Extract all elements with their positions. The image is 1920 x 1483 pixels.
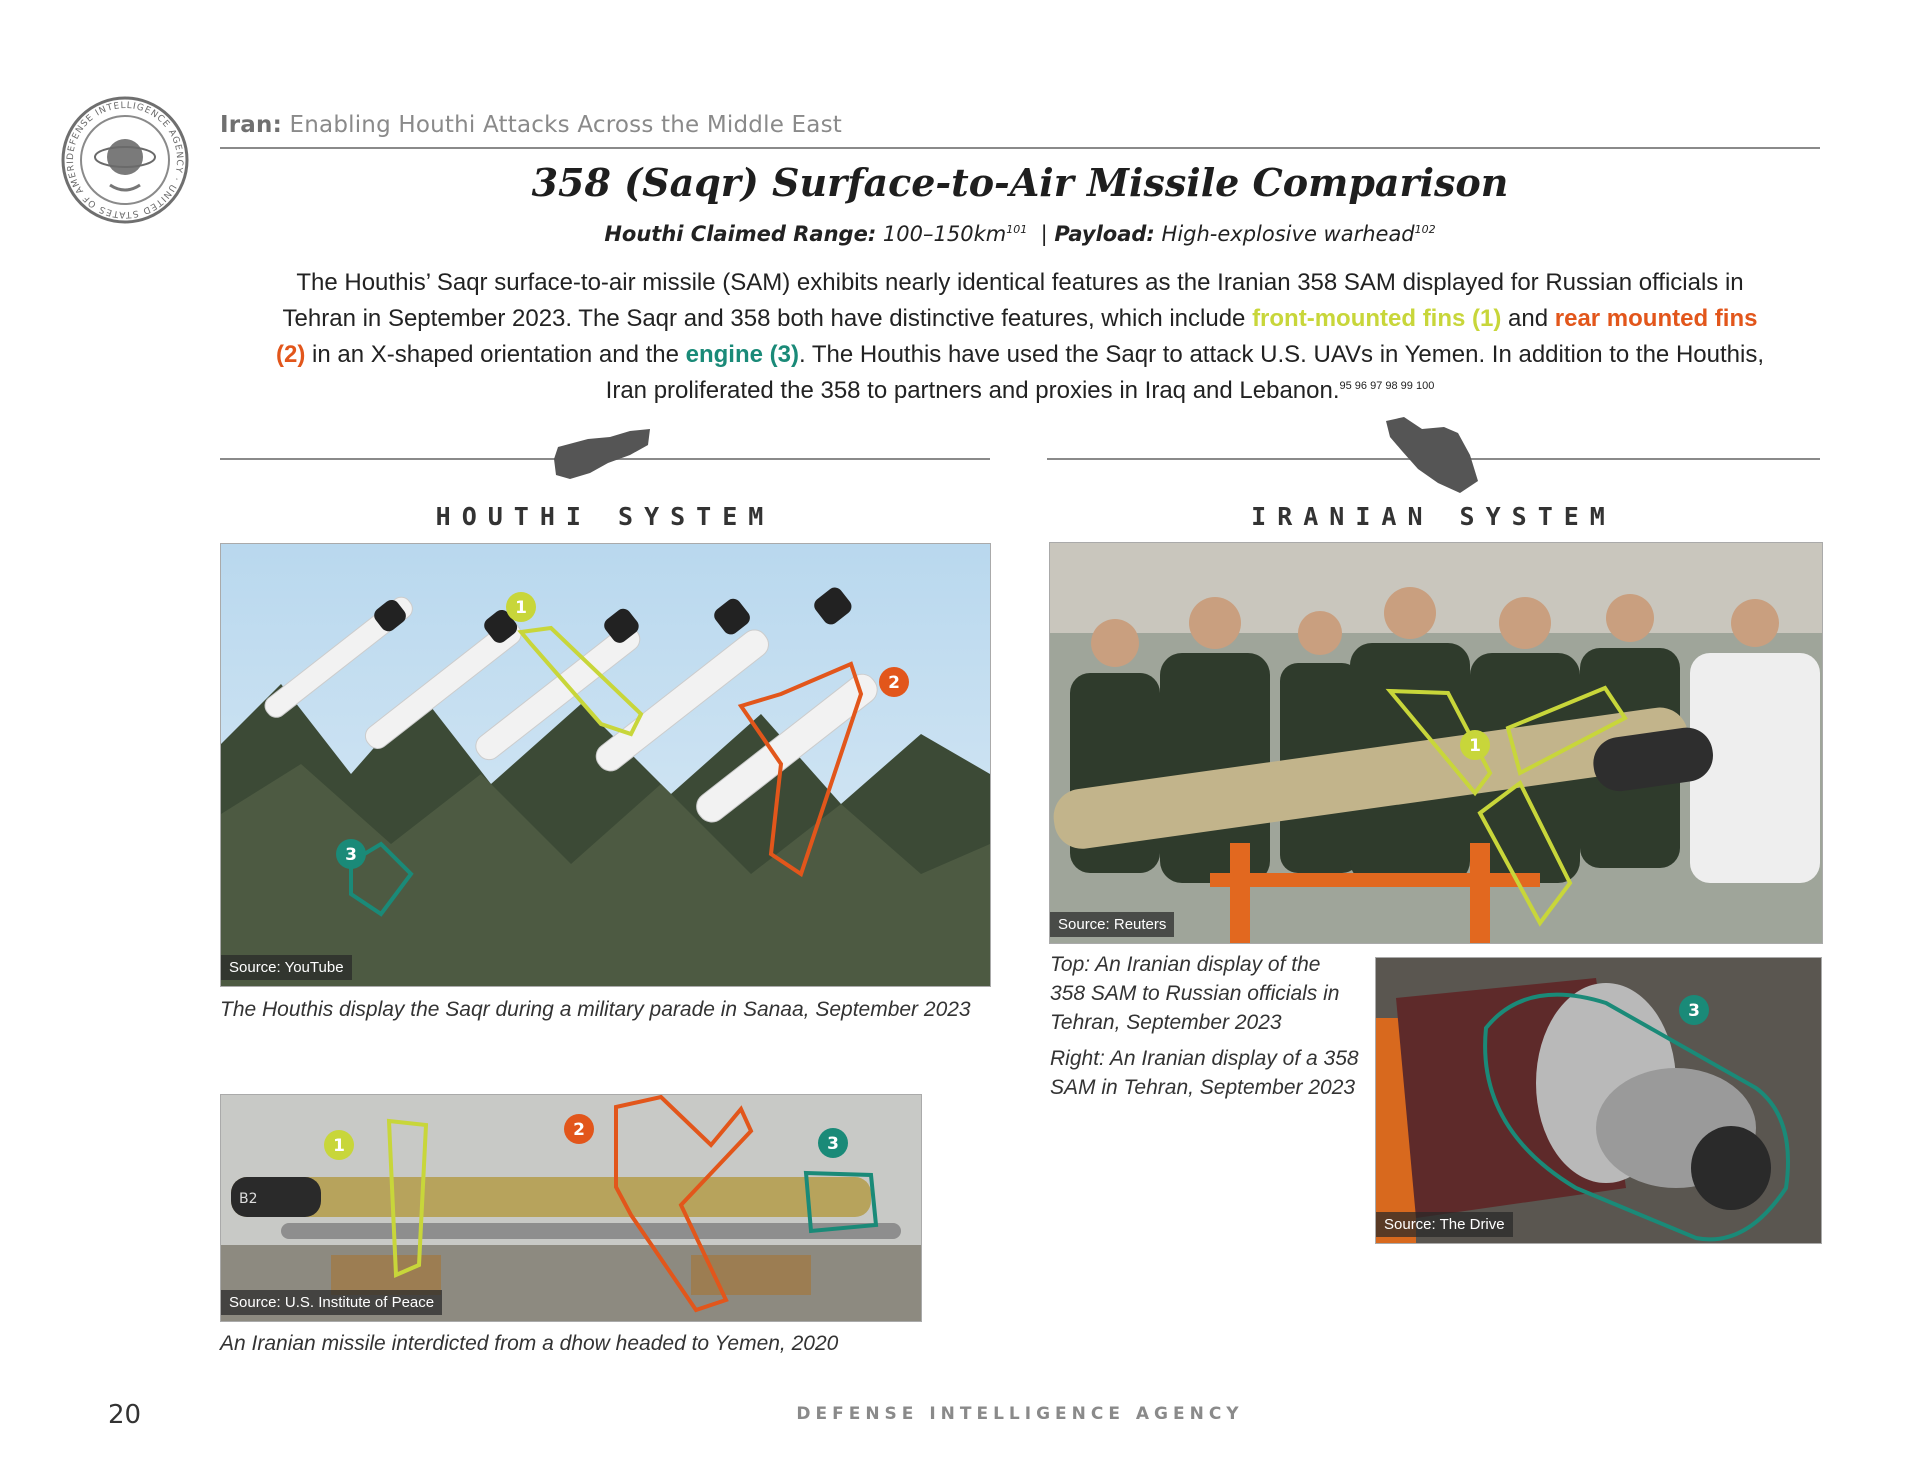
page-number: 20 bbox=[108, 1400, 142, 1430]
running-head bbox=[220, 112, 842, 138]
marker-1: 1 bbox=[515, 598, 527, 618]
marker-1: 1 bbox=[333, 1136, 345, 1156]
marker-1: 1 bbox=[1469, 736, 1481, 756]
seal-text: DEFENSE INTELLIGENCE AGENCY · UNITED STATES OF AMERI bbox=[65, 100, 185, 220]
missile-marking: B2 bbox=[239, 1191, 258, 1207]
marker-2: 2 bbox=[573, 1120, 585, 1140]
engine-highlight: engine (3) bbox=[685, 341, 799, 368]
range-footnote: 101 bbox=[1006, 223, 1028, 236]
houthi-parade-photo bbox=[220, 543, 991, 987]
iranian-engine-photo bbox=[1375, 957, 1822, 1244]
intro-footnotes: 95 96 97 98 99 100 bbox=[1339, 380, 1435, 392]
intro-text-1: The Houthis’ Saqr surface-to-air missile (SAM) exhibits nearly identical features as the Iranian 358 SAM displayed for Russian officials in Tehran in September 2023. The Saqr and 358 both have distinctive features, which include bbox=[282, 269, 1744, 332]
intro-text-2: and bbox=[1501, 305, 1555, 332]
intro-text-3: in an X-shaped orientation and the bbox=[305, 341, 686, 368]
page-title: 358 (Saqr) Surface-to-Air Missile Comparison bbox=[531, 160, 1509, 205]
houthi-system-heading: HOUTHI SYSTEM bbox=[435, 502, 775, 531]
front-fins-highlight: front-mounted fins (1) bbox=[1252, 305, 1502, 332]
rear-fins-highlight: rear mounted fins (2) bbox=[276, 305, 1758, 368]
running-head-country: Iran: bbox=[220, 112, 282, 138]
photo-source-tag: Source: The Drive bbox=[1376, 1212, 1513, 1237]
iranian-system-heading: IRANIAN SYSTEM bbox=[1251, 502, 1616, 531]
range-label: Houthi Claimed Range: bbox=[604, 222, 877, 246]
marker-3: 3 bbox=[345, 845, 357, 865]
running-head-topic: Enabling Houthi Attacks Across the Middle East bbox=[289, 112, 842, 138]
payload-label: Payload: bbox=[1054, 222, 1155, 246]
range-value: 100–150km bbox=[882, 222, 1007, 246]
payload-value: High-explosive warhead bbox=[1161, 222, 1415, 246]
spec-separator: | bbox=[1040, 222, 1048, 246]
yemen-map-icon bbox=[550, 425, 655, 499]
marker-3: 3 bbox=[827, 1134, 839, 1154]
intro-paragraph bbox=[270, 265, 1770, 409]
marker-3: 3 bbox=[1688, 1001, 1700, 1021]
iranian-engine-caption: Right: An Iranian display of a 358 SAM in Tehran, September 2023 bbox=[1050, 1047, 1359, 1099]
marker-2: 2 bbox=[888, 673, 900, 693]
iranian-display-caption: Top: An Iranian display of the 358 SAM to Russian officials in Tehran, September 2023 bbox=[1050, 953, 1340, 1034]
payload-footnote: 102 bbox=[1414, 223, 1436, 236]
houthi-parade-caption: The Houthis display the Saqr during a military parade in Sanaa, September 2023 bbox=[220, 998, 971, 1021]
footer-agency: DEFENSE INTELLIGENCE AGENCY bbox=[796, 1404, 1244, 1424]
iran-map-icon bbox=[1382, 415, 1482, 499]
photo-source-tag: Source: U.S. Institute of Peace bbox=[221, 1290, 442, 1315]
spec-line bbox=[220, 222, 1820, 246]
intro-text-4: . The Houthis have used the Saqr to attack U.S. UAVs in Yemen. In addition to the Houthis, Iran proliferated the 358 to partners and proxies in Iraq and Lebanon. bbox=[605, 341, 1764, 404]
header-divider bbox=[220, 147, 1820, 149]
iranian-display-photo bbox=[1049, 542, 1823, 944]
interdicted-missile-caption: An Iranian missile interdicted from a dhow headed to Yemen, 2020 bbox=[220, 1332, 839, 1355]
photo-source-tag: Source: Reuters bbox=[1050, 912, 1174, 937]
interdicted-missile-photo bbox=[220, 1094, 922, 1322]
dia-seal-logo bbox=[60, 95, 190, 225]
photo-source-tag: Source: YouTube bbox=[221, 955, 352, 980]
